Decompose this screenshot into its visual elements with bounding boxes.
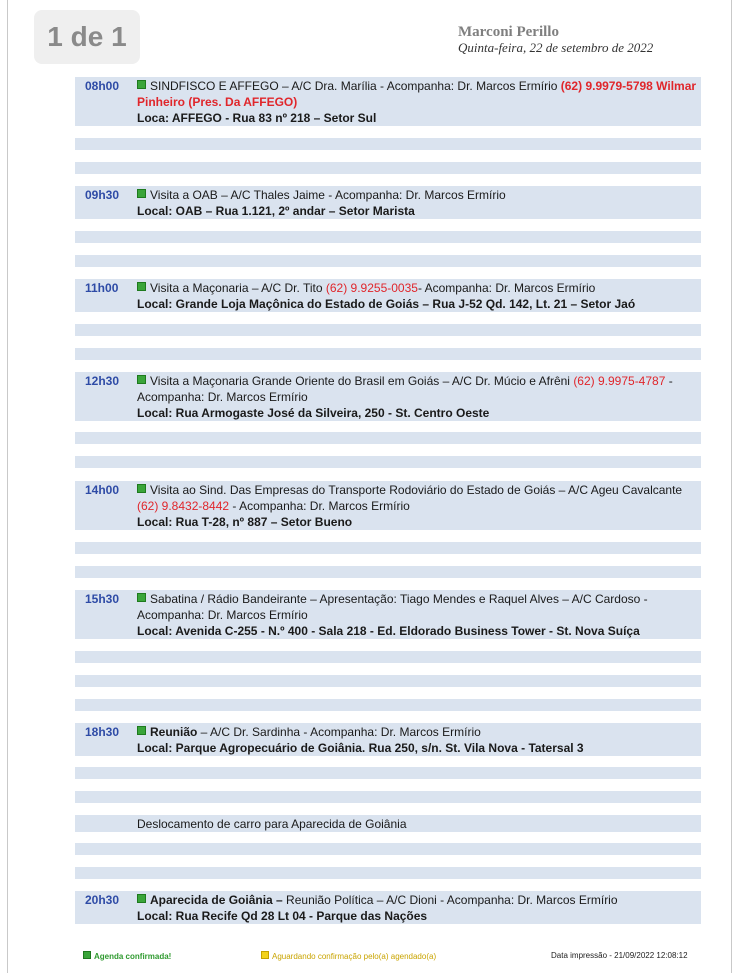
- entry-description: Visita a Maçonaria – A/C Dr. Tito: [150, 281, 326, 295]
- entry-title: Aparecida de Goiânia –: [150, 893, 283, 907]
- agenda-entry: [75, 590, 701, 639]
- agenda-entry: [75, 186, 701, 219]
- entry-time: 11h00: [85, 281, 119, 295]
- agenda-date: Quinta-feira, 22 de setembro de 2022: [458, 40, 654, 55]
- spacer-band: [75, 767, 701, 779]
- entry-location: Local: Rua Armogaste José da Silveira, 250 - St. Centro Oeste: [137, 406, 490, 420]
- entry-time: 12h30: [85, 374, 120, 388]
- entry-phone: (62) 9.9979-5798 Wilmar Pinheiro (Pres. Da AFFEGO): [137, 79, 697, 109]
- entry-phone: (62) 9.8432-8442: [137, 499, 230, 513]
- entry-companion: - Acompanha: Dr. Marcos Ermírio: [417, 281, 596, 295]
- entry-time: 18h30: [85, 725, 120, 739]
- entry-location: Local: Parque Agropecuário de Goiânia. Rua 250, s/n. St. Vila Nova - Tatersal 3: [137, 741, 584, 755]
- note-text: Deslocamento de carro para Aparecida de Goiânia: [137, 817, 407, 831]
- agenda-entry: [75, 279, 701, 312]
- entry-phone: (62) 9.9975-4787: [573, 374, 666, 388]
- confirmed-icon: [137, 593, 146, 602]
- owner-name: Marconi Perillo: [458, 24, 559, 40]
- entry-title: Reunião: [150, 725, 198, 739]
- entry-description: Sabatina / Rádio Bandeirante – Apresentação: Tiago Mendes e Raquel Alves – A/C Cardoso - Acompanha: Dr. Marcos Ermírio: [137, 592, 648, 622]
- confirmed-icon: [83, 951, 91, 959]
- agenda-entry: [75, 77, 701, 126]
- entry-location: Local: Avenida C-255 - N.º 400 - Sala 218 - Ed. Eldorado Business Tower - St. Nova Suíça: [137, 624, 640, 638]
- agenda-entry: [75, 891, 701, 924]
- spacer-band: [75, 867, 701, 879]
- entry-location: Local: Rua T-28, nº 887 – Setor Bueno: [137, 515, 353, 529]
- entry-location: Loca: AFFEGO - Rua 83 nº 218 – Setor Sul: [137, 111, 377, 125]
- entry-time: 14h00: [85, 483, 120, 497]
- spacer-band: [75, 675, 701, 687]
- spacer-band: [75, 348, 701, 360]
- agenda-entry: [75, 481, 701, 530]
- page-counter: 1 de 1: [34, 10, 140, 64]
- entry-description: Visita a Maçonaria Grande Oriente do Brasil em Goiás – A/C Dr. Múcio e Afrêni: [150, 374, 574, 388]
- entry-description: SINDFISCO E AFFEGO – A/C Dra. Marília - Acompanha: Dr. Marcos Ermírio: [150, 79, 561, 93]
- spacer-band: [75, 162, 701, 174]
- print-date: Data impressão - 21/09/2022 12:08:12: [551, 951, 688, 960]
- spacer-band: [75, 791, 701, 803]
- spacer-band: [75, 843, 701, 855]
- confirmed-icon: [137, 894, 146, 903]
- agenda-entry: [75, 372, 701, 421]
- agenda-entry: [75, 723, 701, 756]
- entry-time: 15h30: [85, 592, 120, 606]
- entry-location: Local: Grande Loja Maçônica do Estado de Goiás – Rua J-52 Qd. 142, Lt. 21 – Setor Jaó: [137, 297, 636, 311]
- entry-time: 20h30: [85, 893, 120, 907]
- entry-location: Local: OAB – Rua 1.121, 2º andar – Setor Marista: [137, 204, 415, 218]
- entry-description: – A/C Dr. Sardinha - Acompanha: Dr. Marcos Ermírio: [197, 725, 481, 739]
- spacer-band: [75, 542, 701, 554]
- entry-time: 08h00: [85, 79, 120, 93]
- confirmed-icon: [137, 484, 146, 493]
- spacer-band: [75, 231, 701, 243]
- spacer-band: [75, 699, 701, 711]
- legend-confirmed: [83, 951, 171, 961]
- pending-icon: [261, 951, 269, 959]
- confirmed-icon: [137, 726, 146, 735]
- spacer-band: [75, 138, 701, 150]
- legend-pending-label: Aguardando confirmação pelo(a) agendado(a): [272, 952, 437, 961]
- spacer-band: [75, 432, 701, 444]
- confirmed-icon: [137, 189, 146, 198]
- spacer-band: [75, 255, 701, 267]
- entry-companion: - Acompanha: Dr. Marcos Ermírio: [137, 374, 673, 404]
- entry-description: Reunião Política – A/C Dioni - Acompanha: Dr. Marcos Ermírio: [282, 893, 618, 907]
- confirmed-icon: [137, 282, 146, 291]
- entry-companion: - Acompanha: Dr. Marcos Ermírio: [229, 499, 410, 513]
- entry-phone: (62) 9.9255-0035: [325, 281, 418, 295]
- confirmed-icon: [137, 80, 146, 89]
- spacer-band: [75, 324, 701, 336]
- entry-description: Visita a OAB – A/C Thales Jaime - Acompanha: Dr. Marcos Ermírio: [150, 188, 506, 202]
- confirmed-icon: [137, 375, 146, 384]
- legend-pending: [261, 951, 436, 961]
- spacer-band: [75, 456, 701, 468]
- spacer-band: [75, 651, 701, 663]
- entry-location: Local: Rua Recife Qd 28 Lt 04 - Parque das Nações: [137, 909, 428, 923]
- legend-confirmed-label: Agenda confirmada!: [94, 952, 172, 961]
- entry-description: Visita ao Sind. Das Empresas do Transporte Rodoviário do Estado de Goiás – A/C Ageu Cavalcante: [150, 483, 683, 497]
- entry-time: 09h30: [85, 188, 120, 202]
- agenda-note: [75, 815, 701, 832]
- spacer-band: [75, 566, 701, 578]
